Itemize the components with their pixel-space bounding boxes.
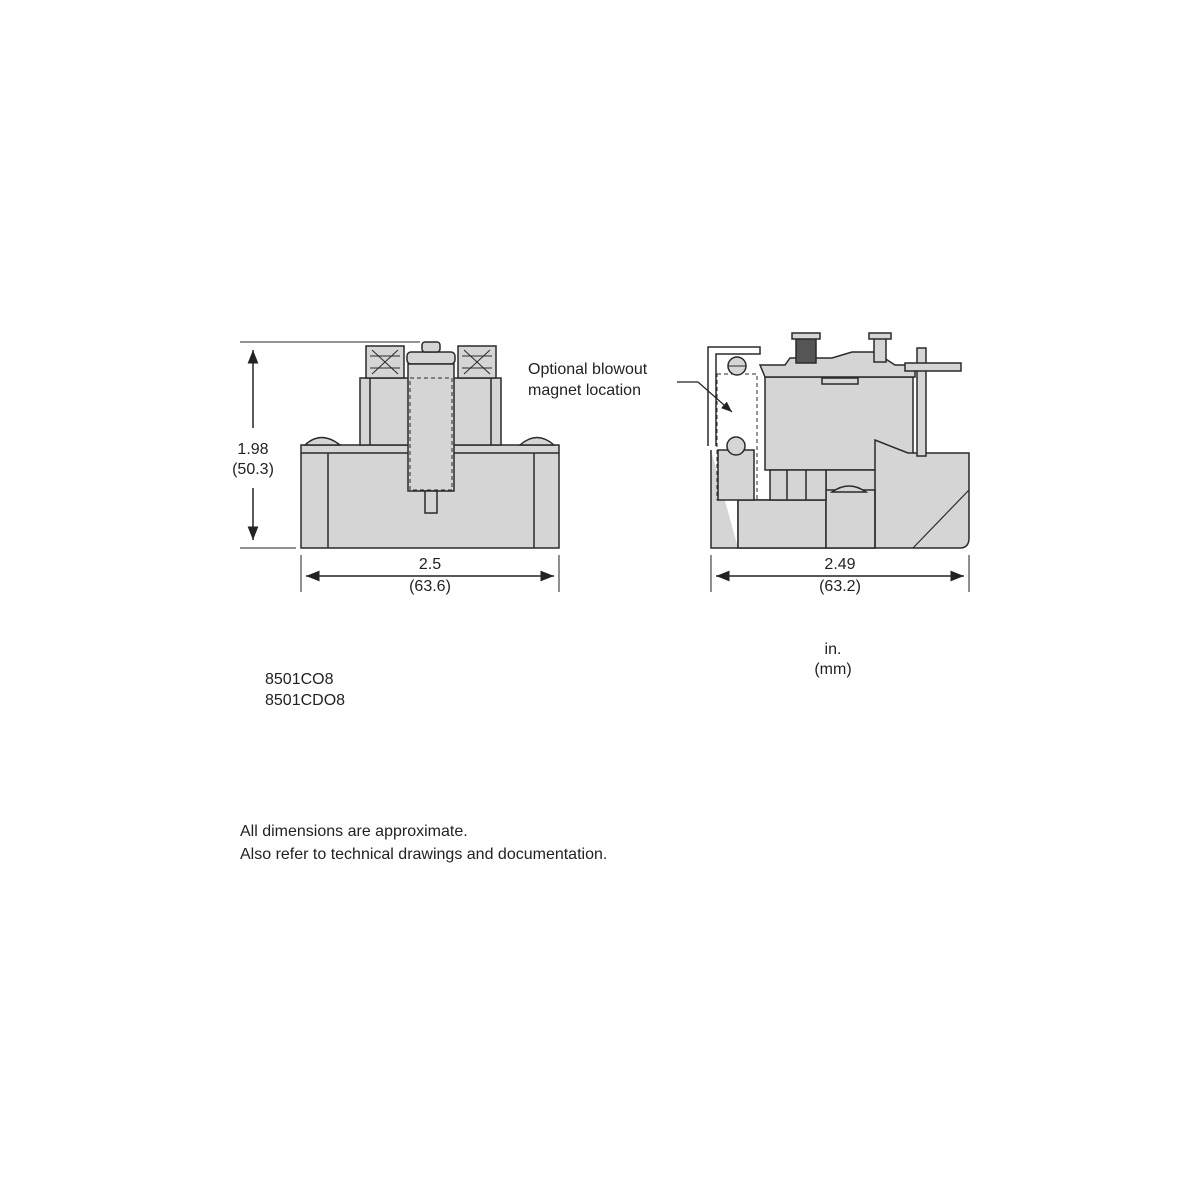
front-view: [240, 342, 559, 548]
note-refer-docs: Also refer to technical drawings and documentation.: [240, 846, 608, 863]
part-number-2: 8501CDO8: [265, 692, 346, 709]
side-terminal-block: [718, 450, 754, 500]
front-height-mm-label: (50.3): [232, 461, 274, 478]
note-approximate: All dimensions are approximate.: [240, 823, 468, 840]
front-mount-screw-left: [305, 438, 340, 446]
front-plunger: [408, 364, 454, 491]
units-primary-label: in.: [824, 641, 842, 658]
side-view: [708, 333, 969, 548]
units-secondary-label: (mm): [814, 661, 852, 678]
side-width-mm-label: (63.2): [819, 578, 861, 595]
front-width-in-label: 2.5: [418, 556, 442, 573]
callout-text-line1: Optional blowout: [528, 361, 648, 378]
side-adjust-screw: [796, 337, 816, 363]
callout-text-line2: magnet location: [528, 382, 641, 399]
side-armature: [760, 352, 915, 377]
front-mount-screw-right: [520, 438, 554, 446]
front-height-in-label: 1.98: [237, 441, 269, 458]
part-number-1: 8501CO8: [265, 671, 334, 688]
callout-arrow: [677, 382, 732, 412]
front-top-screw: [407, 352, 455, 364]
front-width-mm-label: (63.6): [409, 578, 451, 595]
side-width-in-label: 2.49: [824, 556, 856, 573]
